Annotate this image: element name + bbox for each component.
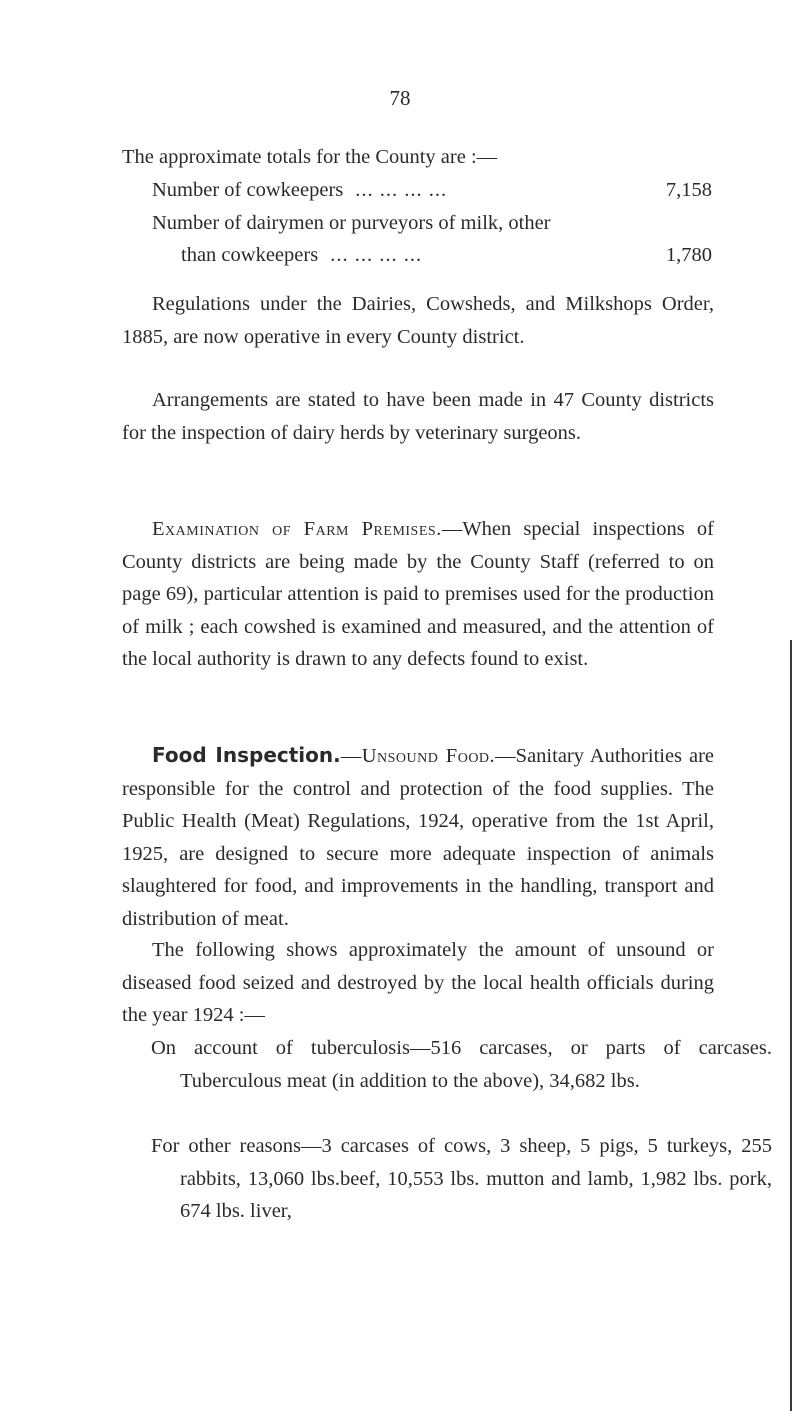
item-tuberculosis: On account of tuberculosis—516 carcases, or parts of carcases. Tuberculous meat (in addition to the above), 34,682 lbs. [151, 1037, 772, 1092]
total-label: Number of cowkeepers [152, 179, 344, 201]
farm-heading: Examination of Farm Premises. [152, 518, 442, 540]
intro-line [122, 141, 714, 174]
paragraph-following: The following shows approximately the amount of unsound or diseased food seized and destroyed by the local health officials during the year 1924 :— [122, 939, 714, 1026]
food-heading: Food Inspection. [152, 743, 341, 767]
total-row-dairymen-line1: Number of dairymen or purveyors of milk, other [152, 211, 551, 234]
totals-list [152, 174, 712, 272]
total-row-dairymen [152, 239, 712, 272]
farm-text: —When special inspections of County districts are being made by the County Staff (referred to on page 69), particular attention is paid to premises used for the production of milk ; each cowshed is examined and measured, and the attention of the local authority is drawn to any defects found to exist. [122, 518, 714, 670]
paragraph-regulations: Regulations under the Dairies, Cowsheds, and Milkshops Order, 1885, are now operative in every County district. [122, 293, 714, 348]
page-edge-shadow [790, 640, 792, 1411]
food-text: —Sanitary Authorities are responsible for the control and protection of the food supplies. The Public Health (Meat) Regulations, 1924, operative from the 1st April, 1925, are designed to secure more adequate inspection of animals slaughtered for food, and improvements in the handling, transport and distribution of meat. [122, 745, 714, 930]
intro-text: The approximate totals for the County are :— [122, 146, 498, 168]
leader-dots: ... ... ... ... [330, 244, 423, 266]
total-row-cowkeepers [152, 174, 712, 207]
paragraph-farm-premises [122, 513, 714, 676]
page-number: 78 [389, 86, 411, 110]
paragraph-food-inspection [122, 739, 714, 935]
paragraph-arrangements: Arrangements are stated to have been made in 47 County districts for the inspection of dairy herds by veterinary surgeons. [122, 389, 714, 444]
item-other-reasons: For other reasons—3 carcases of cows, 3 sheep, 5 pigs, 5 turkeys, 255 rabbits, 13,060 lbs.beef, 10,553 lbs. mutton and lamb, 1,982 lbs. pork, 674 lbs. liver, [151, 1135, 772, 1222]
total-value: 7,158 [665, 179, 712, 201]
leader-dots: ... ... ... ... [355, 179, 448, 201]
total-value: 1,780 [665, 244, 712, 266]
food-subheading: —Unsound Food. [340, 745, 496, 767]
total-label: than cowkeepers [181, 244, 319, 266]
